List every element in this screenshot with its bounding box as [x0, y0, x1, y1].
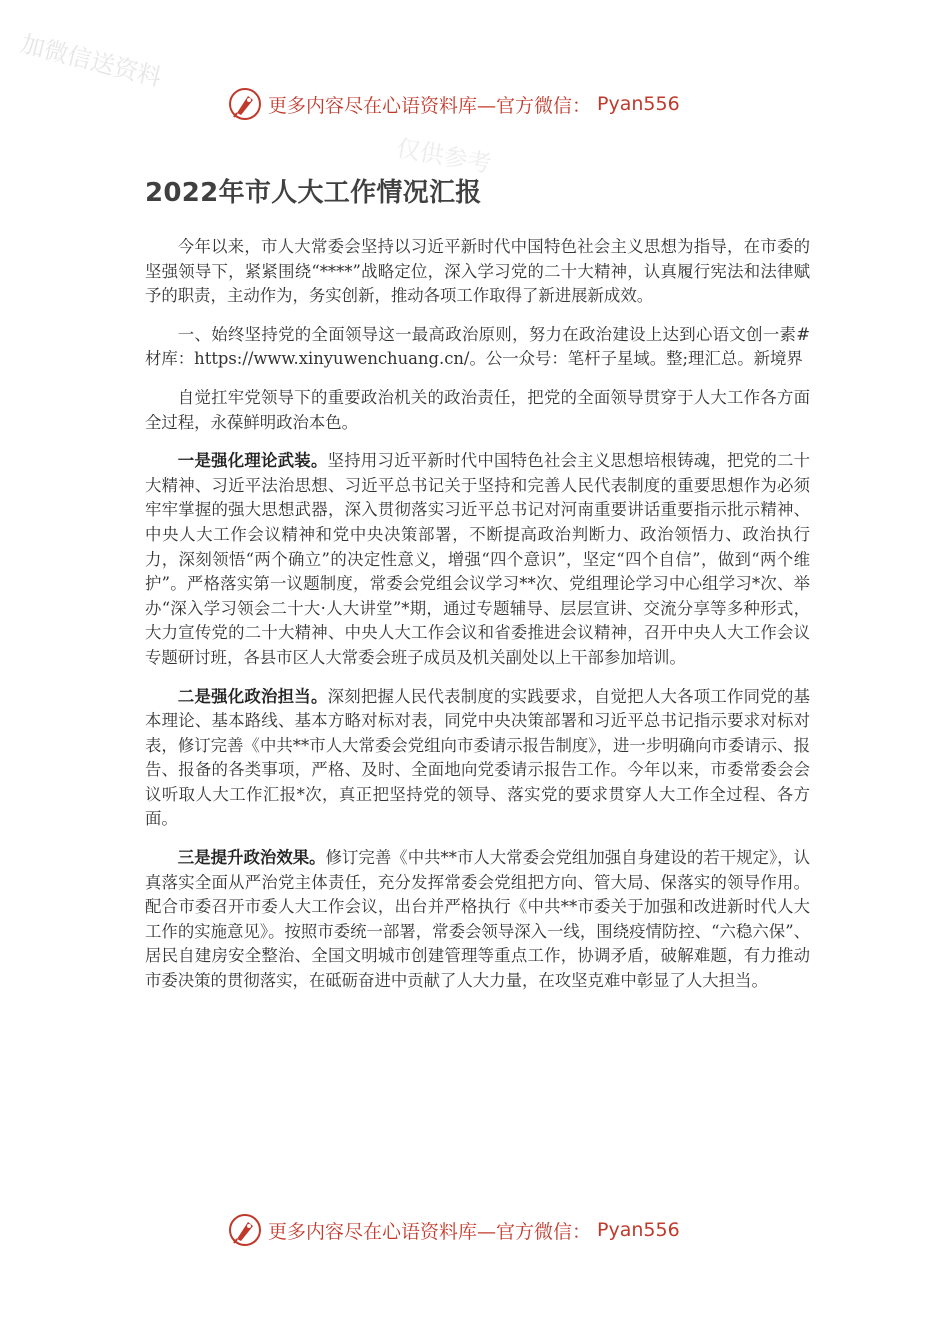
intro-paragraph	[145, 235, 810, 309]
banner-wechat-id: Pyan556	[597, 1219, 680, 1241]
point-two-paragraph	[145, 685, 810, 833]
banner-text: 更多内容尽在心语资料库—官方微信：	[268, 1220, 592, 1243]
header-banner	[228, 84, 680, 124]
paragraph-text: 自觉扛牢党领导下的重要政治机关的政治责任，把党的全面领导贯穿于人大工作各方面全过程，永葆鲜明政治本色。	[145, 387, 810, 432]
paragraph-text: 坚持用习近平新时代中国特色社会主义思想培根铸魂，把党的二十大精神、习近平法治思想、习近平总书记关于坚持和完善人民代表制度的重要思想作为必须牢牢掌握的强大思想武器，深入贯彻落实习近平总书记对河南重要讲话重要指示批示精神、中央人大工作会议精神和党中央决策部署，不断提高政治判断力、政治领悟力、政治执行力，深刻领悟“两个确立”的决定性意义，增强“四个意识”，坚定“四个自信”，做到“两个维护”。严格落实第一议题制度，常委会党组会议学习**次、党组理论学习中心组学习*次、举办“深入学习领会二十大·人大讲堂”*期，通过专题辅导、层层宣讲、交流分享等多种形式，大力宣传党的二十大精神、中央人大工作会议和省委推进会议精神，召开中央人大工作会议专题研讨班，各县市区人大常委会班子成员及机关副处以上干部参加培训。	[145, 451, 811, 667]
paragraph-lead: 三是提升政治效果。	[177, 848, 326, 868]
footer-banner	[228, 1210, 680, 1250]
section-summary-paragraph	[145, 386, 810, 435]
paragraph-lead: 二是强化政治担当。	[177, 686, 328, 706]
document-body	[145, 172, 810, 1008]
section-heading-paragraph	[145, 323, 810, 372]
point-one-paragraph	[145, 449, 810, 670]
banner-wechat-id: Pyan556	[597, 93, 680, 115]
pen-nib-logo-icon	[228, 1213, 262, 1247]
paragraph-text: 今年以来，市人大常委会坚持以习近平新时代中国特色社会主义思想为指导，在市委的坚强领导下，紧紧围绕“****”战略定位，深入学习党的二十大精神，认真履行宪法和法律赋予的职责，主动作为，务实创新，推动各项工作取得了新进展新成效。	[145, 237, 810, 306]
paragraph-text: 修订完善《中共**市人大常委会党组加强自身建设的若干规定》，认真落实全面从严治党主体责任，充分发挥常委会党组把方向、管大局、保落实的领导作用。配合市委召开市委人大工作会议，出台并严格执行《中共**市委关于加强和改进新时代人大工作的实施意见》。按照市委统一部署，常委会领导深入一线，围绕疫情防控、“六稳六保”、居民自建房安全整治、全国文明城市创建管理等重点工作，协调矛盾，破解难题，有力推动市委决策的贯彻落实，在砥砺奋进中贡献了人大力量，在攻坚克难中彰显了人大担当。	[145, 848, 810, 991]
banner-text: 更多内容尽在心语资料库—官方微信：	[268, 94, 592, 117]
point-three-paragraph	[145, 846, 810, 994]
watermark-mid: 仅供参考	[394, 133, 494, 179]
paragraph-text: 一、始终坚持党的全面领导这一最高政治原则，努力在政治建设上达到心语文创一素#材库：https://www.xinyuwenchuang.cn/。公一众号：笔杆子星域。整;理汇总。新境界	[145, 324, 810, 369]
pen-nib-logo-icon	[228, 87, 262, 121]
paragraph-lead: 一是强化理论武装。	[177, 451, 328, 471]
document-title: 2022年市人大工作情况汇报	[145, 178, 482, 208]
paragraph-text: 深刻把握人民代表制度的实践要求，自觉把人大各项工作同党的基本理论、基本路线、基本方略对标对表，同党中央决策部署和习近平总书记指示要求对标对表，修订完善《中共**市人大常委会党组向市委请示报告制度》，进一步明确向市委请示、报告、报备的各类事项，严格、及时、全面地向党委请示报告工作。今年以来，市委常委会会议听取人大工作汇报*次，真正把坚持党的领导、落实党的要求贯穿人大工作全过程、各方面。	[145, 686, 811, 829]
watermark-top-left: 加微信送资料	[17, 29, 165, 92]
